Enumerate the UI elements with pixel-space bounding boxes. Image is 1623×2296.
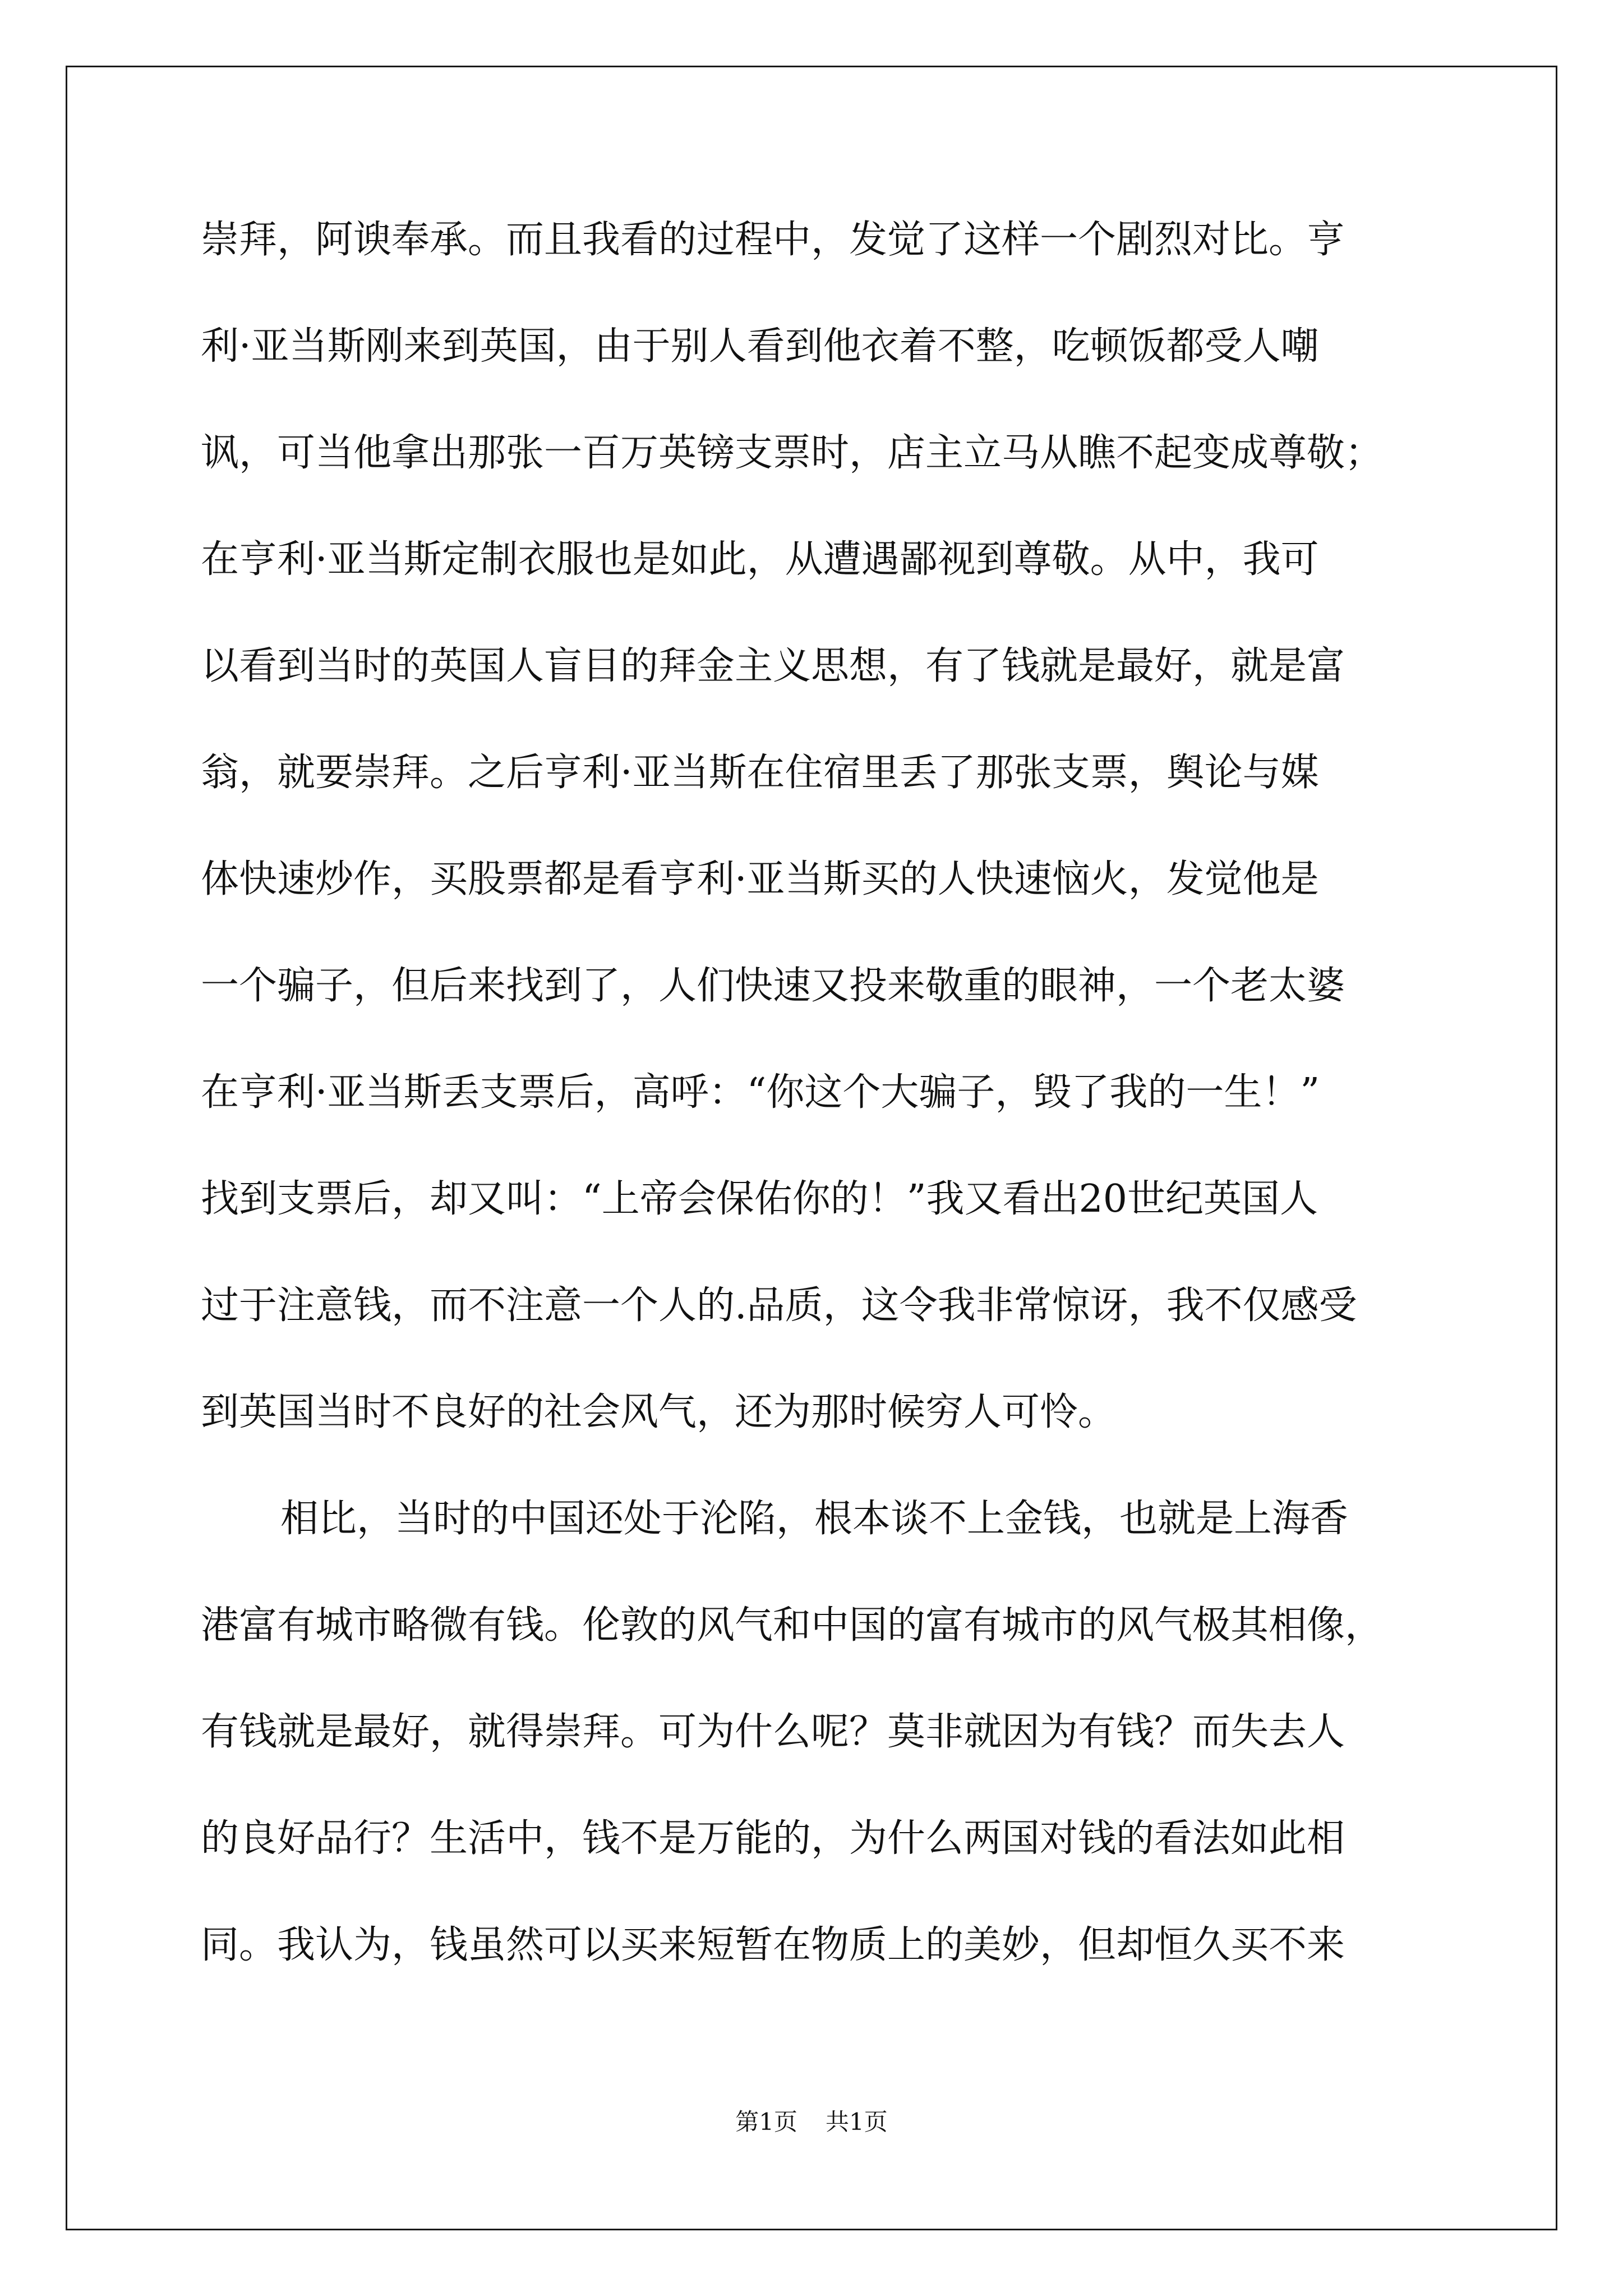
text-line: 港富有城市略微有钱。伦敦的风气和中国的富有城市的风气极其相像， [201, 1603, 1384, 1648]
text-line: 体快速炒作，买股票都是看亨利·亚当斯买的人快速恼火，发觉他是 [201, 857, 1319, 901]
text-line: 崇拜，阿谀奉承。而且我看的过程中，发觉了这样一个剧烈对比。亨 [201, 218, 1345, 262]
text-line: 到英国当时不良好的社会风气，还为那时候穷人可怜。 [201, 1390, 1117, 1434]
text-line: 在亨利·亚当斯定制衣服也是如此，从遭遇鄙视到尊敬。从中，我可 [201, 537, 1319, 582]
text-line: 在亨利·亚当斯丢支票后，高呼：“你这个大骗子，毁了我的一生！” [201, 1070, 1320, 1115]
page-footer [0, 2110, 1623, 2134]
text-line: 一个骗子，但后来找到了，人们快速又投来敬重的眼神，一个老太婆 [201, 964, 1345, 1008]
text-line: 同。我认为，钱虽然可以买来短暂在物质上的美妙，但却恒久买不来 [201, 1923, 1345, 1967]
text-line: 讽，可当他拿出那张一百万英镑支票时，店主立马从瞧不起变成尊敬； [201, 431, 1384, 475]
text-line: 相比，当时的中国还处于沦陷，根本谈不上金钱，也就是上海香 [280, 1497, 1349, 1541]
text-line: 以看到当时的英国人盲目的拜金主义思想，有了钱就是最好，就是富 [201, 644, 1345, 688]
text-line: 利·亚当斯刚来到英国，由于别人看到他衣着不整，吃顿饭都受人嘲 [201, 324, 1319, 369]
page-border [66, 66, 1557, 2230]
text-line: 翁，就要崇拜。之后亨利·亚当斯在住宿里丢了那张支票，舆论与媒 [201, 751, 1319, 795]
text-line: 的良好品行？生活中，钱不是万能的，为什么两国对钱的看法如此相 [201, 1816, 1345, 1861]
text-line: 找到支票后，却又叫：“上帝会保佑你的！”我又看出20世纪英国人 [201, 1177, 1318, 1221]
page-number-total: 共1页 [826, 2108, 888, 2136]
text-line: 过于注意钱，而不注意一个人的.品质，这令我非常惊讶，我不仅感受 [201, 1283, 1357, 1328]
text-line: 有钱就是最好，就得崇拜。可为什么呢？莫非就因为有钱？而失去人 [201, 1710, 1345, 1754]
page-number-current: 第1页 [735, 2108, 797, 2136]
